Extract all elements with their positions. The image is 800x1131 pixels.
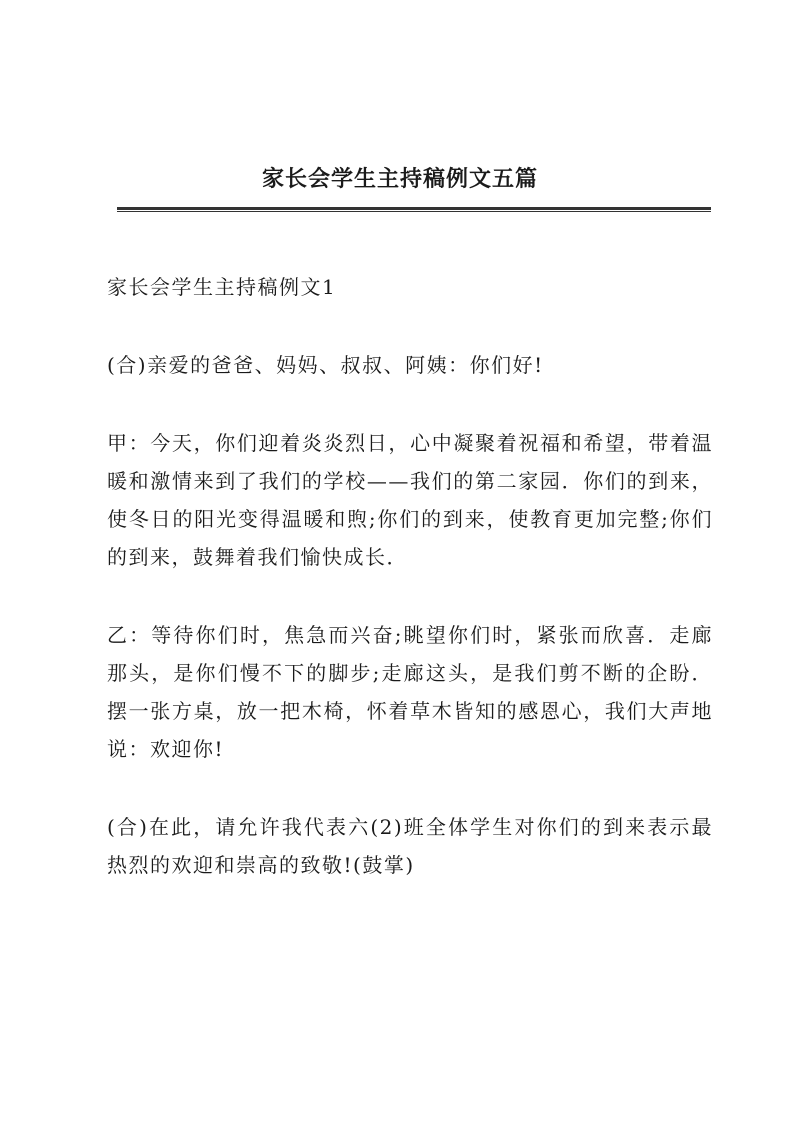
- page-title: 家长会学生主持稿例文五篇: [261, 166, 538, 192]
- section-heading: 家长会学生主持稿例文1: [107, 275, 337, 299]
- document-body: [107, 268, 713, 924]
- title-divider: [117, 207, 711, 212]
- paragraph-closing: (合)在此，请允许我代表六(2)班全体学生对你们的到来表示最热烈的欢迎和崇高的致敬!(鼓掌): [107, 815, 713, 877]
- paragraph-greeting: (合)亲爱的爸爸、妈妈、叔叔、阿姨：你们好!: [107, 353, 544, 377]
- paragraph-yi: 乙：等待你们时，焦急而兴奋;眺望你们时，紧张而欣喜．走廊那头，是你们慢不下的脚步;走廊这头，是我们剪不断的企盼．摆一张方桌，放一把木椅，怀着草木皆知的感恩心，我们大声地说：欢迎你!: [107, 623, 713, 761]
- paragraph-jia: 甲：今天，你们迎着炎炎烈日，心中凝聚着祝福和希望，带着温暖和激情来到了我们的学校——我们的第二家园．你们的到来，使冬日的阳光变得温暖和煦;你们的到来，使教育更加完整;你们的到来，鼓舞着我们愉快成长．: [107, 431, 713, 569]
